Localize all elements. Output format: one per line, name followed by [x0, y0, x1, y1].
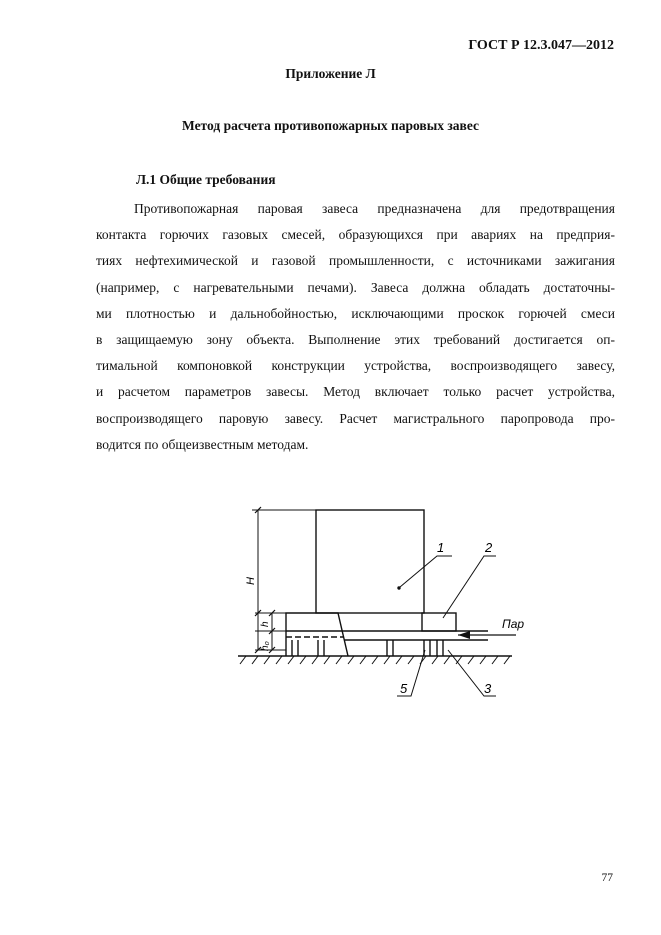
paragraph-line: контакта горючих газовых смесей, образующихся при авариях на предприя- — [96, 227, 615, 243]
appendix-title: Метод расчета противопожарных паровых завес — [182, 118, 479, 133]
paragraph-line: и расчетом параметров завесы. Метод включает только расчет устройства, — [96, 384, 615, 400]
protected-object-1 — [316, 510, 424, 613]
leader-lines — [397, 556, 496, 696]
paragraph-line: ми плотностью и дальнобойностью, исключающими проскок горючей смеси — [96, 305, 615, 321]
paragraph-line: водится по общеизвестным методам. — [96, 436, 309, 452]
label-3: 3 — [484, 681, 492, 696]
label-5: 5 — [400, 681, 408, 696]
paragraph-line: Противопожарная паровая завеса предназначена для предотвращения — [134, 201, 615, 216]
paragraph-line: тимальной компоновкой конструкции устройства, воспроизводящего завесу, — [96, 358, 615, 374]
page-number: 77 — [601, 872, 613, 884]
left-block — [286, 613, 348, 656]
steam-device-2 — [422, 613, 456, 631]
document-code: ГОСТ Р 12.3.047—2012 — [468, 38, 614, 53]
steam-arrow-head — [458, 631, 470, 639]
ground-hatching — [240, 656, 510, 664]
steam-label: Пар — [502, 617, 525, 631]
appendix-label: Приложение Л — [285, 66, 376, 81]
paragraph-line: тиях нефтехимической и газовой промышленности, с источниками зажигания — [96, 253, 615, 269]
section-heading: Л.1 Общие требования — [136, 172, 276, 187]
dimension-h-label: h — [260, 621, 271, 627]
pipe-supports — [292, 640, 443, 656]
dimension-h0-label: h₀ — [260, 641, 271, 651]
paragraph-line: (например, с нагревательными печами). Завеса должна обладать достаточны- — [96, 279, 615, 295]
paragraph-line: в защищаемую зону объекта. Выполнение этих требований достигается оп- — [96, 331, 615, 347]
dimension-lines — [252, 510, 316, 650]
label-1: 1 — [437, 540, 445, 555]
paragraph-line: воспроизводящего паровую завесу. Расчет магистрального паропровода про- — [96, 410, 615, 426]
dimension-H-label: H — [245, 577, 257, 585]
label-2: 2 — [485, 540, 493, 555]
